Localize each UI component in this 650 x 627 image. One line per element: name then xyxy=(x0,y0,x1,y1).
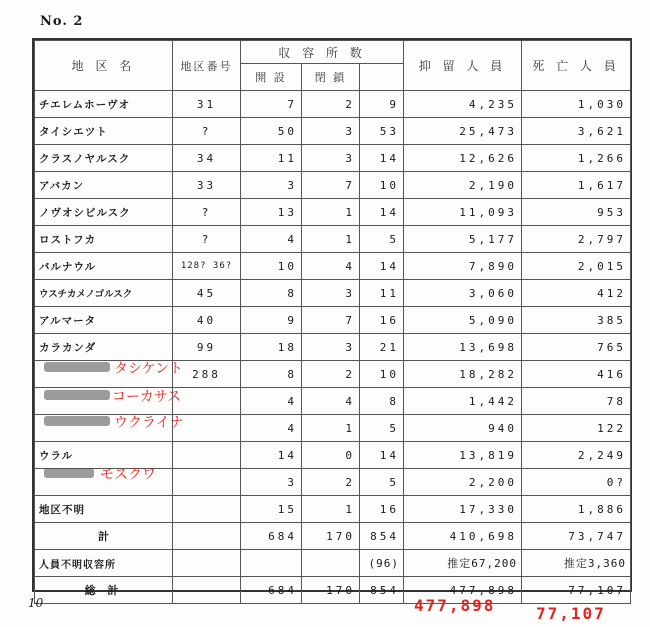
detained-count: 5,177 xyxy=(404,226,522,253)
grand-total-label: 総 計 xyxy=(35,577,173,604)
region-name: ウラル xyxy=(35,442,173,469)
death-count: 1,886 xyxy=(522,496,631,523)
stations-c: 11 xyxy=(360,280,404,307)
region-no: ? xyxy=(173,199,241,226)
stations-b: 3 xyxy=(302,118,360,145)
header-detained: 抑 留 人 員 xyxy=(404,41,522,91)
unknown-c: (96) xyxy=(360,550,404,577)
table-row xyxy=(35,172,631,199)
region-name: ノヴオシビルスク xyxy=(35,199,173,226)
stations-c: 8 xyxy=(360,388,404,415)
subtotal-b: 170 xyxy=(302,523,360,550)
region-no xyxy=(173,442,241,469)
table-row xyxy=(35,91,631,118)
stations-b: 1 xyxy=(302,226,360,253)
stations-a: 4 xyxy=(241,226,302,253)
table-row xyxy=(35,280,631,307)
region-no: 45 xyxy=(173,280,241,307)
detained-count: 12,626 xyxy=(404,145,522,172)
stations-c: 14 xyxy=(360,145,404,172)
table-row xyxy=(35,307,631,334)
death-count: 2,797 xyxy=(522,226,631,253)
region-no: 128? 36? xyxy=(173,253,241,280)
stations-b: 3 xyxy=(302,145,360,172)
annotation-caucasus: コーカサス xyxy=(112,389,182,405)
stations-a: 14 xyxy=(241,442,302,469)
detained-count: 5,090 xyxy=(404,307,522,334)
stations-c: 10 xyxy=(360,361,404,388)
stations-c: 14 xyxy=(360,253,404,280)
stations-a: 50 xyxy=(241,118,302,145)
death-count: 765 xyxy=(522,334,631,361)
death-count: 122 xyxy=(522,415,631,442)
death-count: 2,249 xyxy=(522,442,631,469)
stations-c: 5 xyxy=(360,226,404,253)
region-no: 40 xyxy=(173,307,241,334)
subtotal-a: 684 xyxy=(241,523,302,550)
annotation-tashkent: タシケント xyxy=(114,361,184,377)
unknown-camps-label: 人員不明収容所 xyxy=(35,550,173,577)
detained-count: 7,890 xyxy=(404,253,522,280)
unknown-detained: 推定67,200 xyxy=(404,550,522,577)
region-no: 33 xyxy=(173,172,241,199)
annotation-ukraine: ウクライナ xyxy=(114,415,184,431)
detained-count: 3,060 xyxy=(404,280,522,307)
detained-count: 2,190 xyxy=(404,172,522,199)
death-count: 416 xyxy=(522,361,631,388)
annotation-total-detained: 477,898 xyxy=(414,596,496,615)
subtotal-label: 計 xyxy=(35,523,173,550)
subtotal-no xyxy=(173,523,241,550)
page-mark: 10 xyxy=(28,596,44,610)
death-count: 1,266 xyxy=(522,145,631,172)
region-no: 31 xyxy=(173,91,241,118)
detained-count: 13,698 xyxy=(404,334,522,361)
table-row xyxy=(35,199,631,226)
detained-count: 17,330 xyxy=(404,496,522,523)
detained-count: 4,235 xyxy=(404,91,522,118)
death-count: 412 xyxy=(522,280,631,307)
subtotal-detained: 410,698 xyxy=(404,523,522,550)
stations-a: 4 xyxy=(241,415,302,442)
death-count: 0? xyxy=(522,469,631,496)
detained-count: 11,093 xyxy=(404,199,522,226)
stations-b: 2 xyxy=(302,361,360,388)
region-no xyxy=(173,388,241,415)
stations-a: 3 xyxy=(241,469,302,496)
stations-b: 7 xyxy=(302,307,360,334)
region-no xyxy=(173,469,241,496)
stations-c: 53 xyxy=(360,118,404,145)
ink-smudge xyxy=(44,362,110,372)
table-row xyxy=(35,496,631,523)
stations-a: 11 xyxy=(241,145,302,172)
header-sub-a: 開 設 xyxy=(241,64,302,91)
detention-ledger-table xyxy=(34,40,631,604)
stations-c: 21 xyxy=(360,334,404,361)
death-count: 953 xyxy=(522,199,631,226)
header-deaths: 死 亡 人 員 xyxy=(522,41,631,91)
stations-a: 18 xyxy=(241,334,302,361)
detained-count: 18,282 xyxy=(404,361,522,388)
stations-a: 4 xyxy=(241,388,302,415)
stations-b: 3 xyxy=(302,280,360,307)
detained-count: 1,442 xyxy=(404,388,522,415)
detained-count: 13,819 xyxy=(404,442,522,469)
stations-a: 8 xyxy=(241,280,302,307)
header-sub-c xyxy=(360,64,404,91)
table-row xyxy=(35,145,631,172)
unknown-a xyxy=(241,550,302,577)
region-name: チエレムホーヴオ xyxy=(35,91,173,118)
unknown-camps-row xyxy=(35,550,631,577)
stations-c: 14 xyxy=(360,442,404,469)
stations-b: 0 xyxy=(302,442,360,469)
detained-count: 940 xyxy=(404,415,522,442)
grand-total-no xyxy=(173,577,241,604)
stations-b: 1 xyxy=(302,199,360,226)
region-name: 地区不明 xyxy=(35,496,173,523)
stations-c: 16 xyxy=(360,496,404,523)
death-count: 385 xyxy=(522,307,631,334)
death-count: 1,617 xyxy=(522,172,631,199)
table-row xyxy=(35,118,631,145)
detained-count: 2,200 xyxy=(404,469,522,496)
region-no: 34 xyxy=(173,145,241,172)
region-name: カラカンダ xyxy=(35,334,173,361)
header-region: 地 区 名 xyxy=(35,41,173,91)
region-name: クラスノヤルスク xyxy=(35,145,173,172)
table-row xyxy=(35,253,631,280)
death-count: 2,015 xyxy=(522,253,631,280)
region-name: ロストフカ xyxy=(35,226,173,253)
stations-c: 14 xyxy=(360,199,404,226)
stations-c: 9 xyxy=(360,91,404,118)
grand-total-a: 684 xyxy=(241,577,302,604)
region-name: バルナウル xyxy=(35,253,173,280)
stations-b: 4 xyxy=(302,253,360,280)
annotation-total-deaths: 77,107 xyxy=(536,604,606,623)
stations-c: 5 xyxy=(360,469,404,496)
header-sub-b: 閉 鎖 xyxy=(302,64,360,91)
unknown-no xyxy=(173,550,241,577)
stations-a: 3 xyxy=(241,172,302,199)
stations-c: 10 xyxy=(360,172,404,199)
table-row xyxy=(35,334,631,361)
stations-a: 15 xyxy=(241,496,302,523)
region-name: タイシエツト xyxy=(35,118,173,145)
death-count: 78 xyxy=(522,388,631,415)
detained-count: 25,473 xyxy=(404,118,522,145)
stations-b: 7 xyxy=(302,172,360,199)
death-count: 3,621 xyxy=(522,118,631,145)
subtotal-deaths: 73,747 xyxy=(522,523,631,550)
stations-b: 3 xyxy=(302,334,360,361)
subtotal-c: 854 xyxy=(360,523,404,550)
annotation-moscow: モスクワ xyxy=(100,467,156,483)
stations-a: 7 xyxy=(241,91,302,118)
stations-b: 1 xyxy=(302,415,360,442)
stations-b: 4 xyxy=(302,388,360,415)
unknown-deaths: 推定3,360 xyxy=(522,550,631,577)
stations-b: 2 xyxy=(302,91,360,118)
region-name: アルマータ xyxy=(35,307,173,334)
ink-smudge xyxy=(44,468,94,478)
stations-c: 5 xyxy=(360,415,404,442)
stations-a: 8 xyxy=(241,361,302,388)
region-name: アバカン xyxy=(35,172,173,199)
grand-total-row xyxy=(35,577,631,604)
table-row xyxy=(35,226,631,253)
document-number: No. 2 xyxy=(40,14,84,29)
subtotal-row xyxy=(35,523,631,550)
stations-a: 9 xyxy=(241,307,302,334)
grand-total-detained: 477,898 xyxy=(404,577,522,604)
stations-b: 2 xyxy=(302,469,360,496)
ink-smudge xyxy=(44,416,110,426)
death-count: 1,030 xyxy=(522,91,631,118)
region-no: ? xyxy=(173,226,241,253)
ink-smudge xyxy=(44,390,110,400)
stations-a: 13 xyxy=(241,199,302,226)
region-name: ウスチカメノゴルスク xyxy=(35,280,173,307)
region-no xyxy=(173,496,241,523)
grand-total-b: 170 xyxy=(302,577,360,604)
stations-b: 1 xyxy=(302,496,360,523)
header-region-no: 地区番号 xyxy=(173,41,241,91)
region-no: 99 xyxy=(173,334,241,361)
stations-a: 10 xyxy=(241,253,302,280)
region-no: 288 xyxy=(173,361,241,388)
grand-total-c: 854 xyxy=(360,577,404,604)
unknown-b xyxy=(302,550,360,577)
region-no: ? xyxy=(173,118,241,145)
grand-total-deaths: 77,107 xyxy=(522,577,631,604)
header-stations: 収 容 所 数 xyxy=(241,41,404,64)
stations-c: 16 xyxy=(360,307,404,334)
